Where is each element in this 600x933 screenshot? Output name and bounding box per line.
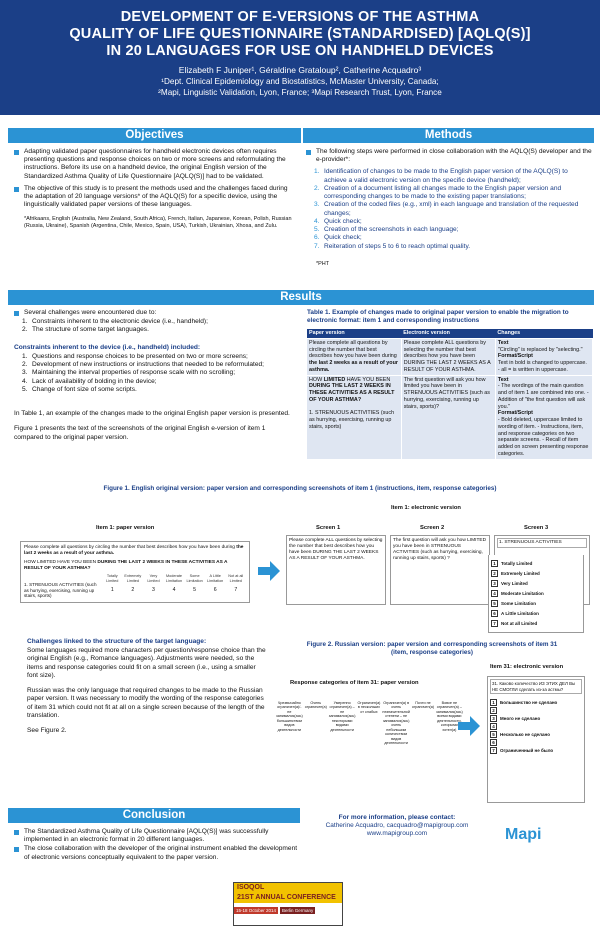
screen1 xyxy=(286,535,386,605)
language-challenges xyxy=(27,638,267,735)
figure2-electronic-label: Item 31: electronic version xyxy=(490,664,564,670)
table-row xyxy=(307,375,593,459)
response-option[interactable]: 3 Very Limited xyxy=(491,580,581,587)
device-constraint: 2. Development of new instructions or instructions that needed to be reformulated; xyxy=(22,361,265,369)
scale-label: Not at all Limited xyxy=(228,573,244,583)
contact-block xyxy=(312,814,482,838)
screen1-text: Please complete ALL questions by selecting the number that best describes how you have been DURING THE LAST 2 WEEKS AS A RESULT OF YOUR ASTHMA. xyxy=(289,538,383,561)
screen3-label: Screen 3 xyxy=(524,525,549,531)
methods-footnote: *PHT xyxy=(316,260,330,267)
table1-caption: Table 1. Example of changes made to original paper version to enable the migration to electronic format: item 1 and corresponding instructions xyxy=(307,309,569,324)
objectives-bullet: The objective of this study is to present the methods used and the challenges faced during the adaptation of 20 language versions* of the AQLQ(S) for a specific device, using the linguistically validated paper versions of these languages. xyxy=(14,185,298,210)
scale-label: A Little Limitation xyxy=(207,573,224,583)
scale-number: 4 xyxy=(172,587,176,594)
russian-paragraph: Russian was the only language that required changes to be made to the Russian paper version. It was necessary to modify the wording of the response categories of item 31 which could not fit at all on a single screen because of the length of the translation. xyxy=(27,687,265,719)
contact-heading: For more information, please contact: xyxy=(338,814,456,821)
methods-step: 7. Reiteration of steps 5 to 6 to reach optimal quality. xyxy=(314,242,471,250)
device-constraint: 5. Change of font size of some scripts. xyxy=(22,385,137,393)
screen3-options xyxy=(488,555,584,633)
objectives-bullet: Adapting validated paper questionnaires for handheld electronic devices often requires presenting questions and response choices on two or more screens and reformulating the instructions. Before its use on a handheld device, the original English version of the Standardized Asthma Quality of Life Questionnaire [AQLQ(S)] had to be validated. xyxy=(14,148,298,181)
response-option[interactable]: 5 Несколько не сделано xyxy=(490,731,582,738)
contact-email[interactable]: Catherine Acquadro, cacquadro@mapigroup.com xyxy=(325,822,469,830)
scale-label: Extremely Limited xyxy=(124,573,142,583)
scale-label: Very Limited xyxy=(147,573,160,583)
response-option[interactable]: 3 Много не сделано xyxy=(490,715,582,722)
table-header-row xyxy=(307,329,593,338)
scale-number: 7 xyxy=(234,587,238,594)
russian-category: Ограничен(а) в нескольких от слабых xyxy=(357,701,381,714)
table1-block xyxy=(307,309,593,459)
objectives-section xyxy=(14,148,298,230)
methods-step: 5. Creation of the screenshots in each language; xyxy=(314,226,459,234)
figure1-paper-label: Item 1: paper version xyxy=(96,525,155,531)
methods-heading: Methods xyxy=(303,128,594,143)
response-option-blank[interactable]: 4 xyxy=(490,723,582,730)
conference-banner xyxy=(233,882,343,926)
title-line-2: QUALITY OF LIFE QUESTIONNAIRE (STANDARDISED) [AQLQ(S)] xyxy=(69,26,531,42)
russian-category: Почти не ограничен(а) xyxy=(411,701,435,710)
methods-step: 6. Quick check; xyxy=(314,234,362,242)
device-constraints-heading: Constraints inherent to the device (i.e., handheld) included: xyxy=(14,343,201,351)
scale-label: Some Limitation xyxy=(186,573,203,583)
screen2 xyxy=(390,535,490,605)
table-cell: HOW LIMITED HAVE YOU BEEN DURING THE LAST 2 WEEKS IN THESE ACTIVITIES AS A RESULT OF YOUR ASTHMA? 1. STRENUOUS ACTIVITIES (such as hurrying, exercising, running up stairs, sports) xyxy=(307,375,401,459)
scale-number: 5 xyxy=(193,587,197,594)
arrow-right-icon xyxy=(258,561,280,581)
results-left-column xyxy=(14,309,296,442)
title-line-1: DEVELOPMENT OF E-VERSIONS OF THE ASTHMA xyxy=(120,9,480,25)
objectives-heading: Objectives xyxy=(8,128,301,143)
scale-number: 1 xyxy=(110,587,114,594)
table-header-cell: Paper version xyxy=(307,329,401,338)
methods-step: 2. Creation of a document listing all changes made to the English paper version and corresponding changes to be made to the existing paper translations; xyxy=(314,184,562,201)
methods-step: 3. Creation of the coded files (e.g., xml) in each language and translation of the requested changes; xyxy=(314,201,579,217)
table-header-cell: Changes xyxy=(495,329,592,338)
screen2-text: The first question will ask you how LIMITED you have been in STRENUOUS ACTIVITIES (such as hurrying, exercising, running up stairs, sports) ? xyxy=(393,538,487,561)
device-constraint: 4. Lack of availability of bolding in the device; xyxy=(22,377,157,385)
affiliation-line-2: ²Mapi, Linguistic Validation, Lyon, France; ³Mapi Research Trust, Lyon, France xyxy=(158,87,442,97)
device-constraint: 1. Questions and response choices to be presented on two or more screens; xyxy=(22,352,248,360)
title-line-3: IN 20 LANGUAGES FOR USE ON HANDHELD DEVICES xyxy=(106,43,494,59)
poster-header xyxy=(0,0,600,115)
conclusion-bullet: The close collaboration with the developer of the original instrument enabled the development of electronic versions conceptually equivalent to the paper version. xyxy=(14,845,304,861)
contact-website[interactable]: www.mapigroup.com xyxy=(366,830,428,838)
russian-category: Вовсе не ограничен(а) – занимался(ась) всеми видами деятельности, которыми хотел(а) xyxy=(436,701,463,732)
challenges-intro: Several challenges were encountered due to: xyxy=(14,309,296,317)
response-option[interactable]: 4 Moderate Limitation xyxy=(491,590,581,597)
affiliation-line-1: ¹Dept. Clinical Epidemiology and Biostatistics, McMaster University, Canada; xyxy=(161,76,439,86)
figure2-screen xyxy=(487,676,585,803)
response-option[interactable]: 5 Some Limitation xyxy=(491,600,581,607)
mapi-logo: Mapi xyxy=(505,826,542,843)
languages-footnote: *Afrikaans, English (Australia, New Zealand, South Africa), French, Italian, Japanese, Korean, Polish, Russian (Russia, Ukraine), Spanish (Argentina, Chile, Mexico, Spain, USA), Turkish, Ukrainian, Xhosa, and Zulu. xyxy=(24,215,292,229)
poster-title xyxy=(0,0,600,60)
scale-number: 6 xyxy=(213,587,217,594)
language-challenges-text: Some languages required more characters per question/response choice than the original English (e.g., Romance languages). Adjustments were needed, so the items and response categories could fit on a small screen (i.e., using a smaller font size). xyxy=(27,647,266,679)
device-constraint: 3. Maintaining the interval properties of response scale with no scrolling; xyxy=(22,369,236,377)
conclusion-heading: Conclusion xyxy=(8,808,300,823)
methods-step: 1. Identification of changes to be made to the English paper version of the AQLQ(S) to achieve a valid electronic version on the specific device (handheld); xyxy=(314,168,568,184)
table-cell: The first question will ask you how limited you have been in STRENUOUS ACTIVITIES (such as hurrying, exercising, running up stairs, sports)? xyxy=(401,375,495,459)
table-cell: Text "Circling" is replaced by "selecting." Format/Script Text in bold is changed to uppercase. - all = is written in uppercase. xyxy=(495,338,592,375)
paper-instructions: Please complete all questions by circling the number that best describes how you have been during the last 2 weeks as a result of your asthma. xyxy=(24,545,244,556)
table-cell: Text - The wordings of the main question and of item 1 are combined into one. - Addition of "the first question will ask you." Format/Script - Bold deleted, uppercase limited to wording of item. - Instructions, item, and response categories on two separate screens. - Recall of item added on screen presenting response categories. xyxy=(495,375,592,459)
language-challenges-heading: Challenges linked to the structure of the target language: xyxy=(27,638,207,645)
russian-item-31: 31. Каково количество ИЗ ЭТИХ ДЕЛ Вы НЕ СМОГЛИ сделать из-за астмы? xyxy=(490,679,582,694)
figure2-paper-label: Response categories of item 31: paper version xyxy=(290,680,419,686)
methods-section xyxy=(306,148,592,268)
table-intro-paragraph: In Table 1, an example of the changes made to the original English paper version is presented. xyxy=(14,410,290,418)
challenge-item: 2. The structure of some target languages. xyxy=(22,326,149,334)
russian-category: Умеренно ограничен(а) – не занимался(ась) некоторыми видами деятельности xyxy=(328,701,356,732)
russian-category: Очень ограничен(а) xyxy=(304,701,327,710)
conference-org: ISOQOL xyxy=(234,883,342,894)
screen1-label: Screen 1 xyxy=(316,525,341,531)
table1 xyxy=(307,329,593,459)
screen3-item: 1. STRENUOUS ACTIVITIES xyxy=(497,538,587,548)
figure1-electronic-label: Item 1: electronic version xyxy=(391,505,461,511)
methods-intro: The following steps were performed in close collaboration with the AQLQ(S) developer and the e-provider*: xyxy=(306,148,592,164)
paper-question: HOW LIMITED HAVE YOU BEEN DURING THE LAST 2 WEEKS IN THESE ACTIVITIES AS A RESULT OF YOUR ASTHMA? xyxy=(24,559,228,571)
methods-steps xyxy=(306,168,592,250)
device-constraints-list xyxy=(14,353,296,394)
scale-label: Totally Limited xyxy=(106,573,119,583)
see-figure2: See Figure 2. xyxy=(27,727,67,735)
methods-step: 4. Quick check; xyxy=(314,217,362,225)
paper-response-scale xyxy=(102,574,246,599)
screen2-label: Screen 2 xyxy=(420,525,445,531)
russian-category: Ограничен(а) в очень незначительной степени – не занимался(ась) очень небольшим количеством видов деятельности xyxy=(382,701,410,745)
conference-dates: 15-18 October 2014 xyxy=(236,907,277,913)
figure-intro-paragraph: Figure 1 presents the text of the screenshots of the original English e-version of item 1 compared to the original paper version. xyxy=(14,425,266,441)
table-header-cell: Electronic version xyxy=(401,329,495,338)
figure2-caption: Figure 2. Russian version: paper version and corresponding screenshots of item 31 (item, response categories) xyxy=(306,641,558,656)
figure1-caption: Figure 1. English original version: paper version and corresponding screenshots of item 1 (instructions, item, response categories) xyxy=(103,485,497,492)
arrow-right-icon xyxy=(458,716,480,736)
scale-label: Moderate Limitation xyxy=(165,573,183,583)
figure1-paper-version xyxy=(20,541,250,603)
conference-title: 21ST ANNUAL CONFERENCE xyxy=(234,894,342,903)
table-row xyxy=(307,338,593,375)
response-option[interactable]: 7 Ограниченный не было xyxy=(490,747,582,754)
response-option-blank[interactable]: 2 xyxy=(490,707,582,714)
response-option[interactable]: 1 Totally Limited xyxy=(491,560,581,567)
conclusion-section xyxy=(14,828,304,866)
table-cell: Please complete all questions by circling the number that best describes how you have been during the last 2 weeks as a result of your asthma. xyxy=(307,338,401,375)
russian-category: Чрезвычайно ограничен(а)/- не занимался(ась) большинством видов деятельности xyxy=(276,701,303,732)
conference-city: Berlin Germany xyxy=(282,907,314,913)
figure2-paper-categories xyxy=(273,698,463,764)
scale-number: 2 xyxy=(131,587,135,594)
challenge-item: 1. Constraints inherent to the electronic device (i.e., handheld); xyxy=(22,318,208,326)
challenges-list xyxy=(14,318,296,334)
authors: Elizabeth F Juniper¹, Géraldine Grataloup², Catherine Acquadro³ xyxy=(178,65,422,75)
figure2 xyxy=(272,641,592,657)
response-option[interactable]: 6 A Little Limitation xyxy=(491,610,581,617)
table-cell: Please complete ALL questions by selecting the number that best describes how you have been DURING THE LAST 2 WEEKS AS A RESULT OF YOUR ASTHMA. xyxy=(401,338,495,375)
response-option[interactable]: 1 Большинство не сделано xyxy=(490,699,582,706)
response-option-blank[interactable]: 6 xyxy=(490,739,582,746)
paper-item: 1. STRENUOUS ACTIVITIES (such as hurrying, exercising, running up stairs, sports) xyxy=(24,581,97,599)
response-option[interactable]: 2 Extremely Limited xyxy=(491,570,581,577)
response-option[interactable]: 7 Not at all Limited xyxy=(491,620,581,627)
results-heading: Results xyxy=(8,290,594,305)
scale-number: 3 xyxy=(152,587,155,594)
conclusion-bullet: The Standardized Asthma Quality of Life Questionnaire [AQLQ(S)] was successfully implemented in an electronic format in 20 different languages. xyxy=(14,828,304,844)
